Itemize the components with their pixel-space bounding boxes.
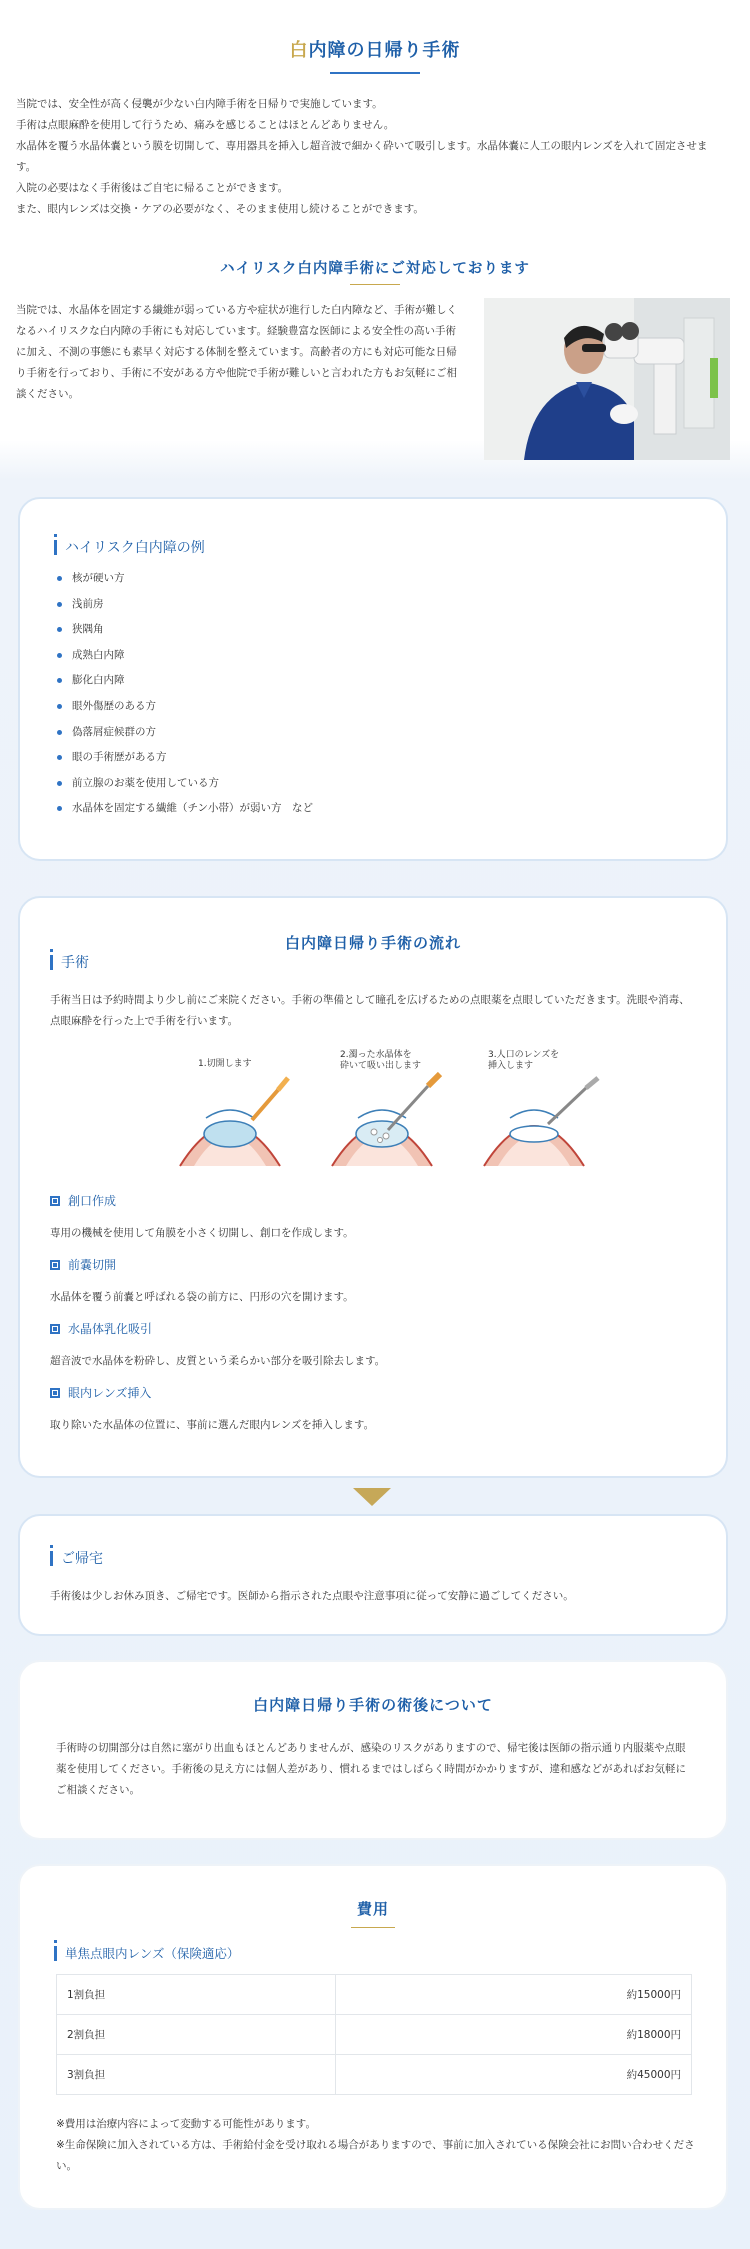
fee-notes: ※費用は治療内容によって変動する可能性があります。 ※生命保険に加入されている方は、手術給付金を受け取れる場合がありますので、事前に加入されている保険会社にお問い合わせください。 [56, 2118, 695, 2172]
square-bullet-icon [50, 1388, 60, 1398]
title-underline [330, 72, 420, 74]
list-item: 浅前房 [56, 592, 676, 618]
square-bullet-icon [50, 1324, 60, 1334]
list-item: 眼外傷歴のある方 [56, 694, 676, 720]
step-heading-iol: 眼内レンズ挿入 [50, 1384, 696, 1401]
list-item: 偽落屑症候群の方 [56, 720, 676, 746]
surgery-heading: 手術 [50, 952, 89, 972]
list-item: 膨化白内障 [56, 668, 676, 694]
fee-label: 1割負担 [57, 1975, 336, 2015]
intro-text: 当院では、安全性が高く侵襲が少ない白内障手術を日帰りで実施しています。 手術は点眼麻酔を使用して行うため、痛みを感じることはほとんどありません。 水晶体を覆う水晶体嚢という膜を切開して、専用器具を挿入し超音波で細かく砕いて吸引します。水晶体嚢に人工の眼内レンズを入れて固定させます。 入院の必要はなく手術後はご自宅に帰ることができます。 また、眼内レンズは交換・ケアの必要がなく、そのまま使用し続けることができます。 [16, 98, 708, 215]
high-risk-examples-card [18, 497, 728, 861]
list-item: 核が硬い方 [56, 566, 676, 592]
fees-heading: 単焦点眼内レンズ（保険適応） [54, 1944, 239, 1962]
fee-table [56, 1974, 692, 2095]
high-risk-text: 当院では、水晶体を固定する繊維が弱っている方や症状が進行した白内障など、手術が難しくなるハイリスクな白内障の手術にも対応しています。経験豊富な医師による安全性の高い手術に加え、不測の事態にも素早く対応する体制を整えています。高齢者の方にも対応可能な日帰り手術を行っており、手術に不安がある方や他院で手術が難しいと言われた方もお気軽にご相談ください。 [16, 304, 457, 400]
step-heading-capsulotomy: 前嚢切開 [50, 1256, 696, 1273]
aftercare-title: 白内障日帰り手術の術後について [253, 1696, 493, 1714]
heading-bar-icon [54, 1946, 57, 1961]
fee-price: 約45000円 [336, 2055, 692, 2095]
list-item: 成熟白内障 [56, 643, 676, 669]
fee-price: 約18000円 [336, 2015, 692, 2055]
step-text-iol: 取り除いた水晶体の位置に、事前に選んだ眼内レンズを挿入します。 [50, 1419, 375, 1431]
heading-bar-icon [50, 955, 53, 970]
surgeon-photo [484, 298, 730, 460]
examples-heading: ハイリスク白内障の例 [54, 537, 205, 557]
surgery-flow-card [18, 896, 728, 1478]
return-home-card [18, 1514, 728, 1636]
diagram-label-incision: 1.切開します [198, 1059, 252, 1069]
surgery-diagram [160, 1050, 610, 1172]
diagram-label-lens: 3.人口のレンズを 挿入します [488, 1050, 560, 1071]
aftercare-text: 手術時の切開部分は自然に塞がり出血もほとんどありませんが、感染のリスクがありますので、帰宅後は医師の指示通り内服薬や点眼薬を使用してください。手術後の見え方には個人差があり、慣れるまではしばらく時間がかかりますが、違和感などがあればお気軽にご相談ください。 [56, 1742, 686, 1796]
step-heading-incision: 創口作成 [50, 1192, 696, 1209]
list-item: 前立腺のお薬を使用している方 [56, 771, 676, 797]
fee-price: 約15000円 [336, 1975, 692, 2015]
square-bullet-icon [50, 1260, 60, 1270]
fees-title-underline [351, 1927, 395, 1928]
heading-bar-icon [54, 540, 57, 555]
high-risk-title-underline [350, 284, 400, 285]
list-item: 水晶体を固定する繊維（チン小帯）が弱い方 など [56, 796, 676, 822]
surgery-intro-text: 手術当日は予約時間より少し前にご来院ください。手術の準備として瞳孔を広げるための点眼薬を点眼していただきます。洗眼や消毒、点眼麻酔を行った上で手術を行います。 [50, 994, 690, 1027]
aftercare-card [18, 1660, 728, 1840]
list-item: 眼の手術歴がある方 [56, 745, 676, 771]
fee-label: 2割負担 [57, 2015, 336, 2055]
page-title: 白内障の日帰り手術 [289, 40, 461, 61]
examples-list [56, 566, 676, 822]
square-bullet-icon [50, 1196, 60, 1206]
table-row [57, 2055, 692, 2095]
table-row [57, 1975, 692, 2015]
fees-title: 費用 [356, 1900, 389, 1918]
high-risk-title: ハイリスク白内障手術にご対応しております [220, 260, 530, 277]
list-item: 狭隅角 [56, 617, 676, 643]
table-row [57, 2015, 692, 2055]
flow-arrow-icon [353, 1488, 391, 1506]
step-text-capsulotomy: 水晶体を覆う前嚢と呼ばれる袋の前方に、円形の穴を開けます。 [50, 1291, 354, 1303]
fee-label: 3割負担 [57, 2055, 336, 2095]
heading-bar-icon [50, 1551, 53, 1566]
step-text-phaco: 超音波で水晶体を粉砕し、皮質という柔らかい部分を吸引除去します。 [50, 1355, 386, 1367]
return-home-heading: ご帰宅 [50, 1548, 103, 1568]
diagram-label-aspiration: 2.濁った水晶体を 砕いて吸い出します [340, 1050, 422, 1071]
step-heading-phaco: 水晶体乳化吸引 [50, 1320, 696, 1337]
flow-title: 白内障日帰り手術の流れ [284, 934, 461, 952]
fees-card [18, 1864, 728, 2210]
step-text-incision: 専用の機械を使用して角膜を小さく切開し、創口を作成します。 [50, 1227, 354, 1239]
return-home-text: 手術後は少しお休み頂き、ご帰宅です。医師から指示された点眼や注意事項に従って安静に過ごしてください。 [50, 1590, 574, 1602]
